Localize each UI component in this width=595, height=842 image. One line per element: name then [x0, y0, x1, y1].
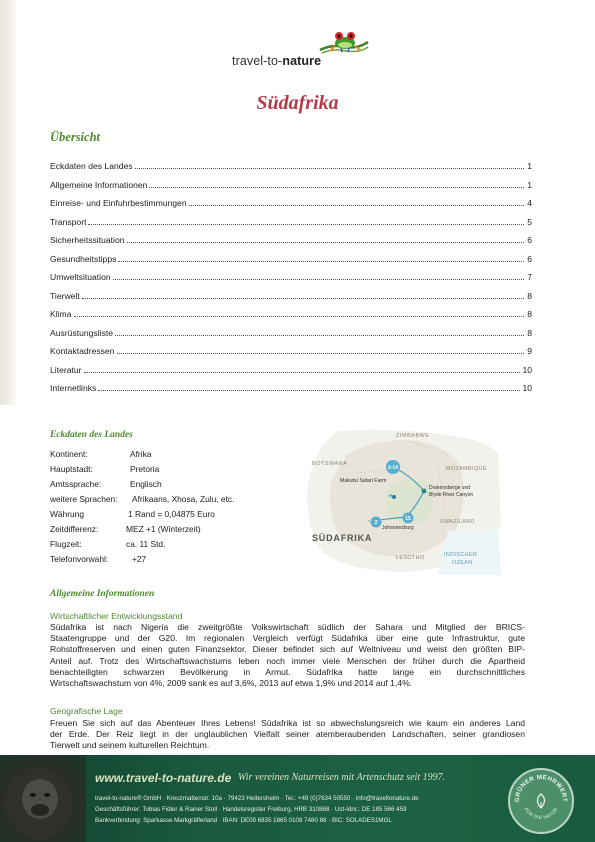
paragraph-line: Tierwelt und seinem kulturellen Reichtum.	[50, 740, 210, 751]
map-label-mozambique: MOZAMBIQUE	[446, 466, 487, 472]
toc-leader-dots	[88, 218, 524, 225]
toc-leader-dots	[115, 329, 524, 336]
map-marker-right: 15	[405, 516, 411, 523]
fact-row	[50, 464, 290, 479]
fact-label: Kontinent:	[50, 449, 88, 459]
toc-entry-label: Ausrüstungsliste	[50, 327, 114, 338]
paragraph-line: benachteiligten schwarzen Bevölkerung in Armut. Südafrika hatte lange ein durchschnittliches	[50, 666, 525, 677]
toc-entry-label: Tierwelt	[50, 290, 80, 301]
toc-entry-label: Internetlinks	[50, 383, 97, 393]
fact-value: Afrika	[130, 449, 152, 459]
fact-row	[50, 449, 290, 464]
page-edge-texture	[0, 0, 18, 405]
fact-label: Telefonvorwahl:	[50, 554, 109, 564]
paragraph-line: Südafrika ist nach Nigeria die zweitgrößte Volkswirtschaft südlich der Sahara und Mitglied der BRICS-	[50, 622, 525, 632]
fact-value: ca. 11 Std.	[126, 539, 166, 549]
map-label-zimbabwe: ZIMBABWE	[396, 433, 430, 439]
toc-leader-dots	[127, 236, 524, 243]
toc-entry-label: Einreise- und Einfuhrbestimmungen	[50, 198, 187, 208]
fact-value: Englisch	[130, 479, 162, 489]
fact-label: Amtssprache:	[50, 479, 102, 489]
toc-entry-page: 7	[527, 272, 532, 282]
fact-label: Flugzeit:	[50, 539, 82, 549]
map-label-ocean-1: INDISCHER	[444, 552, 478, 558]
toc-entry-label: Kontaktadressen	[50, 346, 115, 356]
fact-label: Währung	[50, 509, 84, 519]
toc-leader-dots	[118, 255, 524, 262]
toc-entry[interactable]	[50, 254, 532, 273]
fact-value: 1 Rand = 0,04875 Euro	[128, 509, 215, 519]
toc-leader-dots	[98, 384, 520, 391]
svg-text:GRÜNER MEHRWERT	[514, 774, 568, 802]
toc-entry-label: Gesundheitstipps	[50, 253, 117, 264]
toc-entry[interactable]	[50, 217, 532, 236]
map-label-johannesburg: Johannesburg	[382, 525, 414, 531]
allgemein-heading: Allgemeine Informationen	[50, 589, 155, 599]
toc-entry-page: 6	[527, 235, 532, 245]
toc-entry-page: 5	[527, 216, 532, 227]
toc-entry[interactable]	[50, 161, 532, 180]
map-label-makutsi: Makutsi Safari Farm	[340, 478, 387, 484]
map-label-swaziland: SWAZILAND	[440, 519, 475, 525]
toc-leader-dots	[189, 199, 524, 206]
paragraph-line: Freuen Sie sich auf das Abenteuer Ihres Lebens! Südafrika ist so abwechslungsreich wie kaum ein anderes Land	[50, 718, 525, 728]
toc-entry[interactable]	[50, 365, 532, 384]
map-label-botswana: BOTSWANA	[312, 461, 348, 467]
paragraph-line: Staatengruppe und der G20. Im regionalen Vergleich verfügt Südafrika über eine gute Infrastruktur, gute	[50, 633, 525, 644]
toc-entry-label: Eckdaten des Landes	[50, 161, 133, 171]
fact-value: Pretoria	[130, 464, 160, 474]
footer-management: Geschäftsführer: Tobias Fidler & Rainer Stoll · Handelsregister Freiburg, HRB 310868 · Ust-Idnr.: DE 185 566 459	[95, 806, 407, 813]
toc-entry[interactable]	[50, 309, 532, 328]
footer-bank: Bankverbindung: Sparkasse Markgräflerland · IBAN: DE09 6835 1865 0108 7480 88 · BIC: SOLADES1MGL	[95, 817, 392, 824]
toc-entry[interactable]	[50, 346, 532, 365]
toc-entry[interactable]	[50, 198, 532, 217]
map-label-drakensberg-2: Blyde River Canyon	[429, 492, 474, 498]
toc-entry-page: 10	[522, 364, 532, 375]
toc-entry-page: 4	[527, 198, 532, 208]
toc-entry-label: Transport	[50, 216, 87, 227]
badge-text-top: GRÜNER MEHRWERT	[513, 773, 569, 803]
logo-text: travel-to-nature	[232, 54, 322, 68]
geo-title: Geografische Lage	[50, 706, 123, 716]
map-marker-left: 2	[374, 520, 378, 527]
wirtschaft-paragraph	[50, 622, 525, 689]
toc-leader-dots	[82, 292, 524, 299]
fact-row	[50, 509, 290, 524]
frog-icon	[318, 30, 370, 60]
brand-logo[interactable]	[232, 30, 372, 74]
fact-value: +27	[132, 554, 147, 564]
paragraph-line: Anteil auf. Trotz des Wirtschaftswachstums leben noch immer viele Menschen der früher durch die Apartheid	[50, 655, 525, 666]
fact-row	[50, 524, 290, 539]
footer-address: travel-to-nature® GmbH · Kreuzmattenstr. 10a · 79423 Heitersheim · Tel.: +49 (0)7634 50550 · info@traveltonature.de	[95, 795, 419, 802]
toc-leader-dots	[149, 181, 524, 188]
toc-entry[interactable]	[50, 180, 532, 199]
fact-value: Afrikaans, Xhosa, Zulu, etc.	[132, 494, 235, 504]
geo-paragraph	[50, 718, 525, 752]
toc-leader-dots	[74, 310, 525, 317]
svg-text:✈: ✈	[388, 493, 394, 500]
map-label-drakensberg-1: Drakensberge und	[429, 485, 471, 491]
map-label-lesotho: LESOTHO	[396, 555, 425, 561]
toc-entry-page: 8	[527, 309, 532, 319]
toc-entry-page: 6	[527, 253, 532, 264]
toc-entry[interactable]	[50, 328, 532, 347]
toc-entry-label: Klima	[50, 309, 72, 319]
fact-row	[50, 479, 290, 494]
paragraph-line: Rohstoffreserven und einen guten Finanzsektor. Dieser befindet sich auf Weltniveau und weist den größten BIP-	[50, 644, 525, 655]
eckdaten-heading: Eckdaten des Landes	[50, 430, 133, 440]
table-of-contents	[50, 161, 532, 402]
fact-label: weitere Sprachen:	[50, 494, 118, 504]
paragraph-line: der Erde. Der Reiz liegt in der unglaublichen Vielfalt seiner atemberaubenden Landschaften, seiner grandiosen	[50, 729, 525, 740]
toc-leader-dots	[135, 162, 524, 169]
fact-label: Hauptstadt:	[50, 464, 93, 474]
toc-entry-page: 8	[527, 327, 532, 338]
paragraph-line: Wirtschaftswachstum von 4%, 2009 sank es auf 3,6%, 2013 auf etwa 1,9% und 2014 auf 1,4%.	[50, 678, 413, 689]
toc-entry[interactable]	[50, 291, 532, 310]
footer-banner	[0, 755, 595, 842]
toc-leader-dots	[113, 273, 524, 280]
toc-entry[interactable]	[50, 272, 532, 291]
gorilla-photo	[0, 755, 86, 842]
toc-leader-dots	[84, 366, 521, 373]
fact-row	[50, 554, 290, 569]
footer-website-link[interactable]: www.travel-to-nature.de	[95, 771, 232, 785]
route-map	[298, 425, 503, 575]
footer-slogan: Wir vereinen Naturreisen mit Artenschutz seit 1997.	[238, 772, 446, 783]
toc-entry-page: 9	[527, 346, 532, 356]
map-marker-top: 2-14	[387, 465, 399, 472]
toc-entry-label: Umweltsituation	[50, 272, 111, 282]
toc-entry-page: 8	[527, 290, 532, 301]
wirtschaft-title: Wirtschaftlicher Entwicklungsstand	[50, 611, 183, 621]
fact-row	[50, 539, 290, 554]
toc-heading: Übersicht	[50, 130, 100, 144]
document-title: Südafrika	[256, 92, 339, 114]
toc-entry-label: Allgemeine Informationen	[50, 179, 148, 190]
toc-entry-label: Sicherheitssituation	[50, 235, 125, 245]
gruener-mehrwert-badge	[508, 768, 574, 834]
fact-label: Zeitdifferenz:	[50, 524, 99, 534]
fact-row	[50, 494, 290, 509]
toc-leader-dots	[117, 347, 525, 354]
toc-entry-page: 1	[527, 161, 532, 171]
toc-entry-page: 10	[522, 383, 532, 393]
toc-entry-page: 1	[527, 179, 532, 190]
badge-text-bottom: FÜR DIE NATUR	[523, 806, 559, 820]
toc-entry[interactable]	[50, 235, 532, 254]
map-label-ocean-2: OZEAN	[452, 560, 473, 566]
toc-entry-label: Literatur	[50, 364, 82, 375]
map-label-suedafrika: SÜDAFRIKA	[312, 533, 373, 543]
toc-entry[interactable]	[50, 383, 532, 402]
fact-value: MEZ +1 (Winterzeit)	[126, 524, 201, 534]
country-facts	[50, 449, 290, 569]
